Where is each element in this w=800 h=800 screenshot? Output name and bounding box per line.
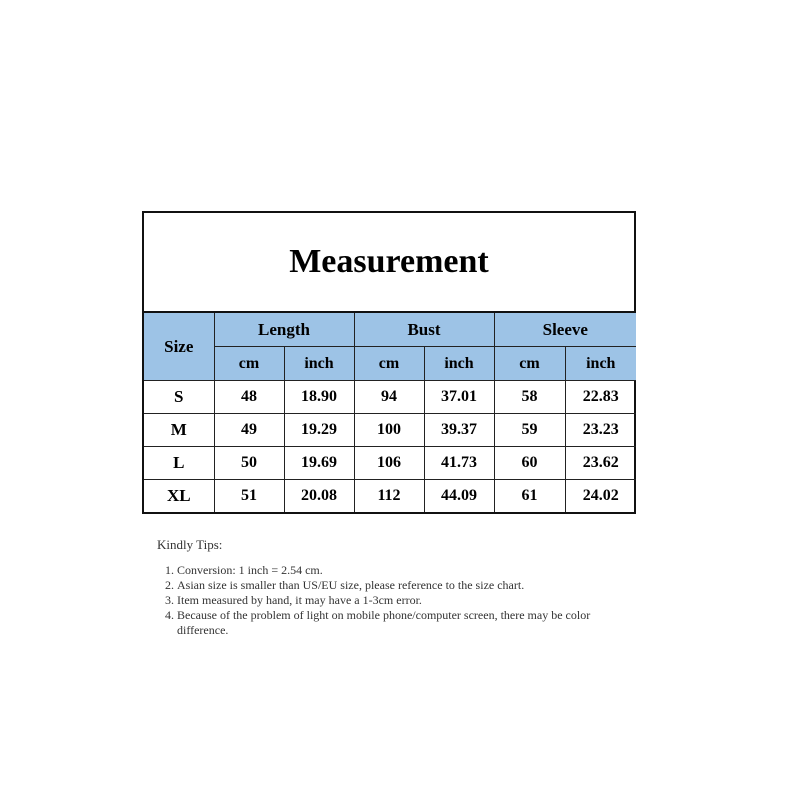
- table-cell: 41.73: [424, 447, 494, 480]
- table-cell: 94: [354, 381, 424, 414]
- unit-header: inch: [424, 347, 494, 381]
- unit-header: cm: [494, 347, 565, 381]
- table-cell: 60: [494, 447, 565, 480]
- chart-title: Measurement: [144, 213, 634, 313]
- size-table: [144, 313, 636, 512]
- table-cell: 37.01: [424, 381, 494, 414]
- size-cell: L: [144, 447, 214, 480]
- table-cell: 112: [354, 480, 424, 513]
- bust-group-header: Bust: [354, 313, 494, 347]
- table-cell: 23.23: [565, 414, 636, 447]
- table-cell: 20.08: [284, 480, 354, 513]
- sleeve-group-header: Sleeve: [494, 313, 636, 347]
- tip-item: 2. Asian size is smaller than US/EU size, please reference to the size chart.: [177, 578, 627, 593]
- table-row: [144, 447, 636, 480]
- tip-item: 4. Because of the problem of light on mobile phone/computer screen, there may be color difference.: [177, 608, 627, 638]
- table-cell: 18.90: [284, 381, 354, 414]
- table-cell: 19.29: [284, 414, 354, 447]
- tips-list: [157, 563, 627, 638]
- unit-header: cm: [214, 347, 284, 381]
- table-cell: 58: [494, 381, 565, 414]
- unit-header: cm: [354, 347, 424, 381]
- table-cell: 48: [214, 381, 284, 414]
- unit-header: inch: [284, 347, 354, 381]
- table-row: [144, 381, 636, 414]
- size-column-header: Size: [144, 313, 214, 381]
- size-cell: XL: [144, 480, 214, 513]
- table-cell: 49: [214, 414, 284, 447]
- tip-item: 3. Item measured by hand, it may have a 1-3cm error.: [177, 593, 627, 608]
- unit-header-row: [144, 347, 636, 381]
- table-cell: 100: [354, 414, 424, 447]
- table-cell: 106: [354, 447, 424, 480]
- table-cell: 39.37: [424, 414, 494, 447]
- table-cell: 22.83: [565, 381, 636, 414]
- table-row: [144, 480, 636, 513]
- length-group-header: Length: [214, 313, 354, 347]
- group-header-row: [144, 313, 636, 347]
- size-cell: S: [144, 381, 214, 414]
- table-row: [144, 414, 636, 447]
- table-cell: 61: [494, 480, 565, 513]
- tip-item: 1. Conversion: 1 inch = 2.54 cm.: [177, 563, 627, 578]
- table-cell: 51: [214, 480, 284, 513]
- table-cell: 44.09: [424, 480, 494, 513]
- table-cell: 24.02: [565, 480, 636, 513]
- table-cell: 19.69: [284, 447, 354, 480]
- unit-header: inch: [565, 347, 636, 381]
- tips-heading: Kindly Tips:: [157, 537, 223, 552]
- table-cell: 23.62: [565, 447, 636, 480]
- table-cell: 59: [494, 414, 565, 447]
- size-chart: [142, 211, 636, 514]
- table-cell: 50: [214, 447, 284, 480]
- size-cell: M: [144, 414, 214, 447]
- kindly-tips: [157, 537, 627, 638]
